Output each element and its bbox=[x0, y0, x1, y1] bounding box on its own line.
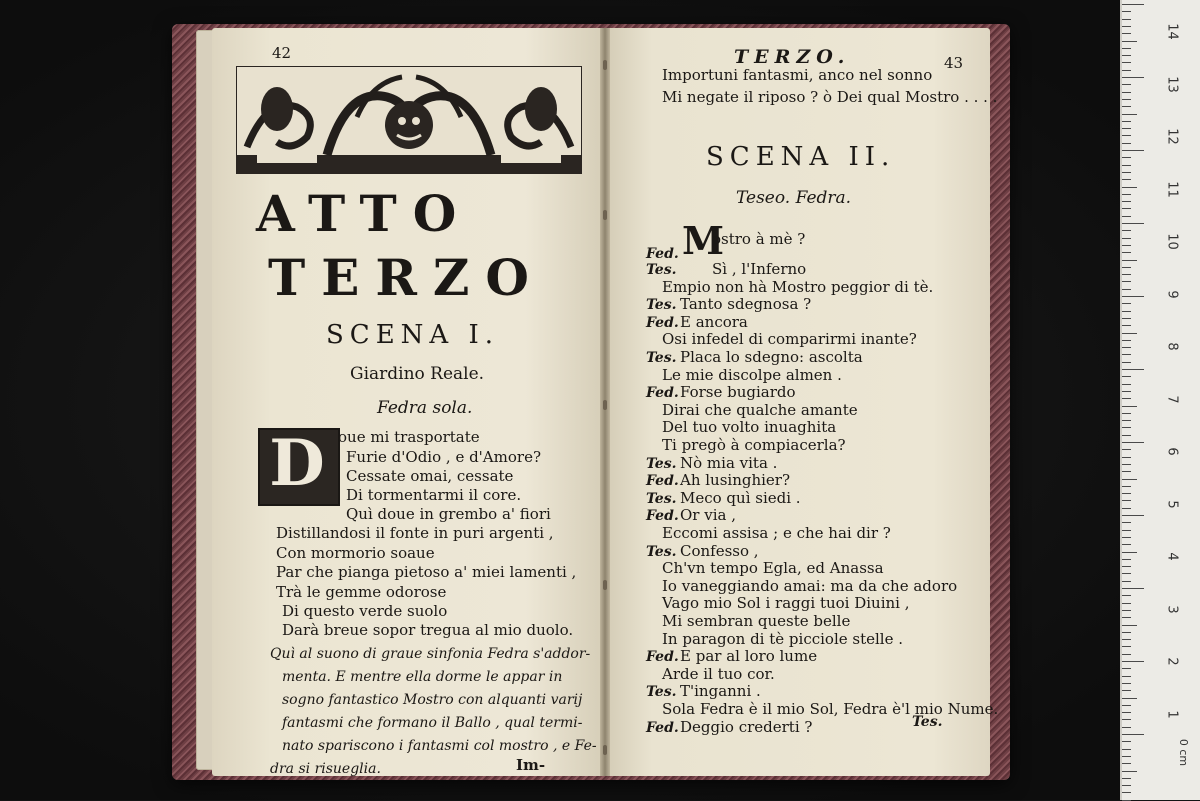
ruler-tick bbox=[1122, 121, 1131, 122]
decorated-initial: D bbox=[269, 426, 325, 501]
verse-line: Darà breue sopor tregua al mio duolo. bbox=[282, 621, 574, 639]
ruler-tick bbox=[1122, 727, 1131, 728]
ruler-tick bbox=[1122, 172, 1131, 173]
stitch-mark bbox=[603, 400, 607, 410]
dialogue-text: Arde il tuo cor. bbox=[662, 664, 775, 683]
scene-character: Fedra sola. bbox=[377, 398, 473, 418]
speaker-label: Fed. bbox=[646, 314, 679, 331]
dialogue-text: Deggio crederti ? bbox=[680, 717, 813, 736]
ruler-tick bbox=[1122, 340, 1131, 341]
ruler-tick bbox=[1122, 413, 1131, 414]
woodcut-ornament bbox=[236, 66, 582, 174]
speaker-label: Tes. bbox=[646, 490, 677, 507]
ruler-number: 5 bbox=[1164, 499, 1180, 509]
ruler-tick bbox=[1122, 384, 1131, 385]
ruler-tick bbox=[1122, 165, 1131, 166]
ruler-tick bbox=[1122, 435, 1131, 436]
ruler-tick bbox=[1122, 559, 1131, 560]
verse-line: Distillandosi il fonte in puri argenti , bbox=[276, 524, 554, 542]
ruler-tick bbox=[1122, 500, 1131, 501]
dialogue-text: In paragon di tè picciole stelle . bbox=[662, 629, 903, 648]
dialogue-text: Sola Fedra è il mio Sol, Fedra è'l mio Nume. bbox=[662, 700, 999, 718]
ruler-tick bbox=[1122, 457, 1131, 458]
ruler-number: 6 bbox=[1164, 447, 1180, 456]
verse-line: Di tormentarmi il core. bbox=[346, 486, 522, 504]
ruler-tick bbox=[1122, 420, 1131, 421]
ruler-tick bbox=[1122, 19, 1131, 20]
ruler-tick bbox=[1122, 296, 1144, 297]
scene-heading: SCENA I. bbox=[326, 320, 500, 350]
ruler-number: 1 bbox=[1164, 709, 1180, 719]
act-title-terzo: TERZO bbox=[268, 248, 545, 307]
ruler-tick bbox=[1122, 661, 1144, 662]
stage-direction-line: dra si risueglia. bbox=[270, 761, 381, 777]
ruler-tick bbox=[1122, 632, 1131, 633]
ruler-tick bbox=[1122, 552, 1137, 553]
ruler-tick bbox=[1122, 150, 1144, 151]
stage-direction-line: fantasmi che formano il Ballo , qual termi- bbox=[282, 715, 583, 731]
ruler-tick bbox=[1122, 676, 1131, 677]
dialogue-text: Or via , bbox=[680, 506, 736, 525]
scene-characters: Teseo. Fedra. bbox=[736, 188, 852, 208]
ruler-tick bbox=[1122, 471, 1131, 472]
ruler-tick bbox=[1122, 289, 1131, 290]
ruler-tick bbox=[1122, 281, 1131, 282]
ruler-tick bbox=[1122, 668, 1131, 669]
ruler-tick bbox=[1122, 216, 1131, 217]
ruler-tick bbox=[1122, 135, 1131, 136]
ruler-tick bbox=[1122, 449, 1131, 450]
ruler-number: 11 bbox=[1164, 180, 1180, 198]
ruler-tick bbox=[1122, 354, 1131, 355]
dialogue-text: ostro à mè ? bbox=[712, 230, 806, 248]
ruler-tick bbox=[1122, 705, 1131, 706]
ruler-tick bbox=[1122, 41, 1137, 42]
ruler-tick bbox=[1122, 77, 1144, 78]
ruler-tick bbox=[1122, 325, 1131, 326]
ruler-tick bbox=[1122, 749, 1131, 750]
dialogue-text: Mi sembran queste belle bbox=[662, 612, 851, 630]
dialogue-text: Nò mia vita . bbox=[680, 453, 778, 472]
ruler-tick bbox=[1122, 763, 1131, 764]
ruler-tick bbox=[1122, 698, 1137, 699]
ruler-tick bbox=[1122, 581, 1131, 582]
ruler-tick bbox=[1122, 84, 1131, 85]
ruler-tick bbox=[1122, 260, 1137, 261]
ruler-tick bbox=[1122, 610, 1131, 611]
verse-line: Furie d'Odio , e d'Amore? bbox=[346, 448, 541, 466]
dialogue-text: Ti pregò à compiacerla? bbox=[662, 436, 846, 454]
scene-heading: SCENA II. bbox=[706, 142, 896, 172]
stitch-mark bbox=[603, 60, 607, 70]
speaker-label: Tes. bbox=[646, 262, 677, 278]
ruler-tick bbox=[1122, 406, 1137, 407]
ruler-tick bbox=[1122, 479, 1137, 480]
ruler-tick bbox=[1122, 62, 1131, 63]
ruler-tick bbox=[1122, 369, 1144, 370]
ruler-tick bbox=[1122, 617, 1131, 618]
ruler-tick bbox=[1122, 318, 1131, 319]
ruler-tick bbox=[1122, 92, 1131, 93]
verse-line: Mi negate il riposo ? ò Dei qual Mostro . . . . bbox=[662, 88, 998, 106]
ruler-tick bbox=[1122, 238, 1131, 239]
ruler-tick bbox=[1122, 223, 1144, 224]
speaker-label: Tes. bbox=[646, 350, 677, 366]
ruler-tick bbox=[1122, 194, 1131, 195]
ruler-tick bbox=[1122, 33, 1131, 34]
dialogue-text: Sì , l'Inferno bbox=[712, 260, 807, 278]
verse-line: Cessate omai, cessate bbox=[346, 467, 514, 485]
ruler-tick bbox=[1122, 179, 1131, 180]
ruler-tick bbox=[1122, 573, 1131, 574]
speaker-label: Fed. bbox=[646, 246, 679, 262]
left-page-number: 42 bbox=[272, 44, 292, 62]
ruler-tick bbox=[1122, 333, 1137, 334]
ruler-tick bbox=[1122, 756, 1131, 757]
ruler-tick bbox=[1122, 778, 1131, 779]
dialogue-text: Ch'vn tempo Egla, ed Anassa bbox=[662, 559, 884, 578]
ruler-tick bbox=[1122, 11, 1131, 12]
ruler-tick bbox=[1122, 252, 1131, 253]
ruler-tick bbox=[1122, 99, 1131, 100]
ruler-tick bbox=[1122, 712, 1131, 713]
ruler-tick bbox=[1122, 771, 1137, 772]
dialogue-text: Del tuo volto inuaghita bbox=[662, 418, 837, 437]
ruler-tick bbox=[1122, 48, 1131, 49]
ruler-tick bbox=[1122, 70, 1131, 71]
speaker-label: Tes. bbox=[646, 543, 677, 560]
dialogue-text: Eccomi assisa ; e che hai dir ? bbox=[662, 524, 891, 542]
drop-initial: M bbox=[682, 218, 725, 263]
ruler-number: 13 bbox=[1164, 75, 1180, 93]
ruler-number: 9 bbox=[1164, 289, 1180, 299]
ruler-unit-label: 0 cm bbox=[1177, 738, 1191, 767]
ruler-tick bbox=[1122, 274, 1131, 275]
ruler-tick bbox=[1122, 595, 1131, 596]
stitch-mark bbox=[603, 745, 607, 755]
speaker-label: Fed. bbox=[646, 508, 679, 525]
ruler-tick bbox=[1122, 114, 1137, 115]
ruler-tick bbox=[1122, 303, 1131, 304]
ruler-tick bbox=[1122, 588, 1144, 589]
ruler-tick bbox=[1122, 625, 1137, 626]
ruler-tick bbox=[1122, 311, 1131, 312]
stage-direction-line: nato spariscono i fantasmi col mostro , e Fe- bbox=[282, 738, 597, 754]
speaker-label: Fed. bbox=[646, 385, 679, 402]
ruler-tick bbox=[1122, 603, 1131, 604]
dialogue-text: Io vaneggiando amai: ma da che adoro bbox=[662, 576, 958, 595]
dialogue-text: Dirai che qualche amante bbox=[662, 400, 858, 419]
dialogue-text: T'inganni . bbox=[680, 682, 761, 701]
stitch-mark bbox=[603, 580, 607, 590]
ruler-tick bbox=[1122, 566, 1131, 567]
dialogue-text: Empio non hà Mostro peggior di tè. bbox=[662, 277, 934, 296]
ruler-tick bbox=[1122, 26, 1131, 27]
right-page-number: 43 bbox=[944, 54, 964, 72]
ruler-tick bbox=[1122, 530, 1131, 531]
ruler-tick bbox=[1122, 646, 1131, 647]
speaker-label: Tes. bbox=[646, 297, 677, 314]
dialogue-text: E ancora bbox=[680, 312, 748, 331]
ruler-tick bbox=[1122, 741, 1131, 742]
dialogue-text: Osi infedel di comparirmi inante? bbox=[662, 330, 917, 349]
stage-direction-line: Quì al suono di graue sinfonia Fedra s'addor- bbox=[270, 646, 591, 662]
ruler-tick bbox=[1122, 55, 1131, 56]
ruler-tick bbox=[1122, 391, 1131, 392]
measuring-ruler bbox=[1120, 0, 1200, 800]
ruler-tick bbox=[1122, 143, 1131, 144]
ruler-number: 14 bbox=[1164, 23, 1180, 40]
stage-direction-line: sogno fantastico Mostro con alquanti varij bbox=[282, 692, 583, 708]
ruler-tick bbox=[1122, 376, 1131, 377]
ruler-tick bbox=[1122, 362, 1131, 363]
verse-line: Quì doue in grembo a' fiori bbox=[346, 505, 551, 523]
stitch-mark bbox=[603, 210, 607, 220]
scene-setting: Giardino Reale. bbox=[350, 364, 485, 384]
ruler-tick bbox=[1122, 427, 1131, 428]
ruler-tick bbox=[1122, 128, 1131, 129]
ruler-number: 10 bbox=[1164, 233, 1180, 250]
ruler-tick bbox=[1122, 230, 1131, 231]
ruler-tick bbox=[1122, 515, 1144, 516]
ruler-tick bbox=[1122, 347, 1131, 348]
dialogue-text: Ah lusinghier? bbox=[680, 471, 791, 490]
dialogue-text: Tanto sdegnosa ? bbox=[680, 295, 812, 314]
ruler-tick bbox=[1122, 785, 1131, 786]
verse-line: Con mormorio soaue bbox=[276, 544, 435, 562]
dialogue-text: Placa lo sdegno: ascolta bbox=[680, 348, 863, 366]
ruler-tick bbox=[1122, 690, 1131, 691]
ruler-tick bbox=[1122, 639, 1131, 640]
ruler-tick bbox=[1122, 245, 1131, 246]
speaker-label: Fed. bbox=[646, 473, 679, 490]
speaker-label: Tes. bbox=[646, 684, 677, 701]
ruler-tick bbox=[1122, 267, 1131, 268]
ruler-tick bbox=[1122, 537, 1131, 538]
verse-line: oue mi trasportate bbox=[338, 428, 480, 446]
dialogue-text: E par al loro lume bbox=[680, 647, 818, 666]
running-head: TERZO. bbox=[734, 46, 851, 68]
ruler-tick bbox=[1122, 792, 1131, 793]
ruler-tick bbox=[1122, 683, 1131, 684]
speaker-label: Tes. bbox=[646, 455, 677, 472]
catchword: Tes. bbox=[912, 714, 943, 730]
ruler-tick bbox=[1122, 442, 1144, 443]
speaker-label: Fed. bbox=[646, 719, 679, 736]
act-title-atto: ATTO bbox=[256, 184, 473, 243]
stage-direction-line: menta. E mentre ella dorme le appar in bbox=[282, 669, 563, 685]
ruler-tick bbox=[1122, 4, 1144, 5]
ruler-tick bbox=[1122, 522, 1131, 523]
ruler-tick bbox=[1122, 187, 1137, 188]
dialogue-text: Vago mio Sol i raggi tuoi Diuini , bbox=[662, 594, 910, 613]
ruler-tick bbox=[1122, 157, 1131, 158]
ruler-tick bbox=[1122, 486, 1131, 487]
verse-line: Trà le gemme odorose bbox=[276, 583, 447, 601]
ruler-tick bbox=[1122, 106, 1131, 107]
ruler-tick bbox=[1122, 508, 1131, 509]
ruler-tick bbox=[1122, 398, 1131, 399]
ruler-number: 3 bbox=[1164, 604, 1180, 614]
speaker-label: Fed. bbox=[646, 649, 679, 666]
ruler-number: 4 bbox=[1164, 552, 1180, 561]
verse-line: Par che pianga pietoso a' miei lamenti , bbox=[276, 563, 577, 581]
ruler-tick bbox=[1122, 208, 1131, 209]
ruler-number: 12 bbox=[1164, 128, 1180, 145]
ruler-number: 2 bbox=[1164, 657, 1180, 666]
ruler-tick bbox=[1122, 464, 1131, 465]
ruler-number: 8 bbox=[1164, 342, 1180, 351]
ruler-tick bbox=[1122, 654, 1131, 655]
ruler-tick bbox=[1122, 493, 1131, 494]
catchword: Im- bbox=[516, 756, 546, 774]
ruler-tick bbox=[1122, 719, 1131, 720]
verse-line: Importuni fantasmi, anco nel sonno bbox=[662, 66, 933, 84]
ruler-tick bbox=[1122, 201, 1131, 202]
dialogue-text: Confesso , bbox=[680, 541, 759, 560]
ruler-tick bbox=[1122, 544, 1131, 545]
ruler-number: 7 bbox=[1164, 394, 1180, 404]
dialogue-text: Meco quì siedi . bbox=[680, 488, 801, 507]
verse-line: Di questo verde suolo bbox=[282, 602, 448, 620]
dialogue-text: Forse bugiardo bbox=[680, 383, 796, 402]
ruler-tick bbox=[1122, 734, 1144, 735]
dialogue-text: Le mie discolpe almen . bbox=[662, 365, 842, 384]
